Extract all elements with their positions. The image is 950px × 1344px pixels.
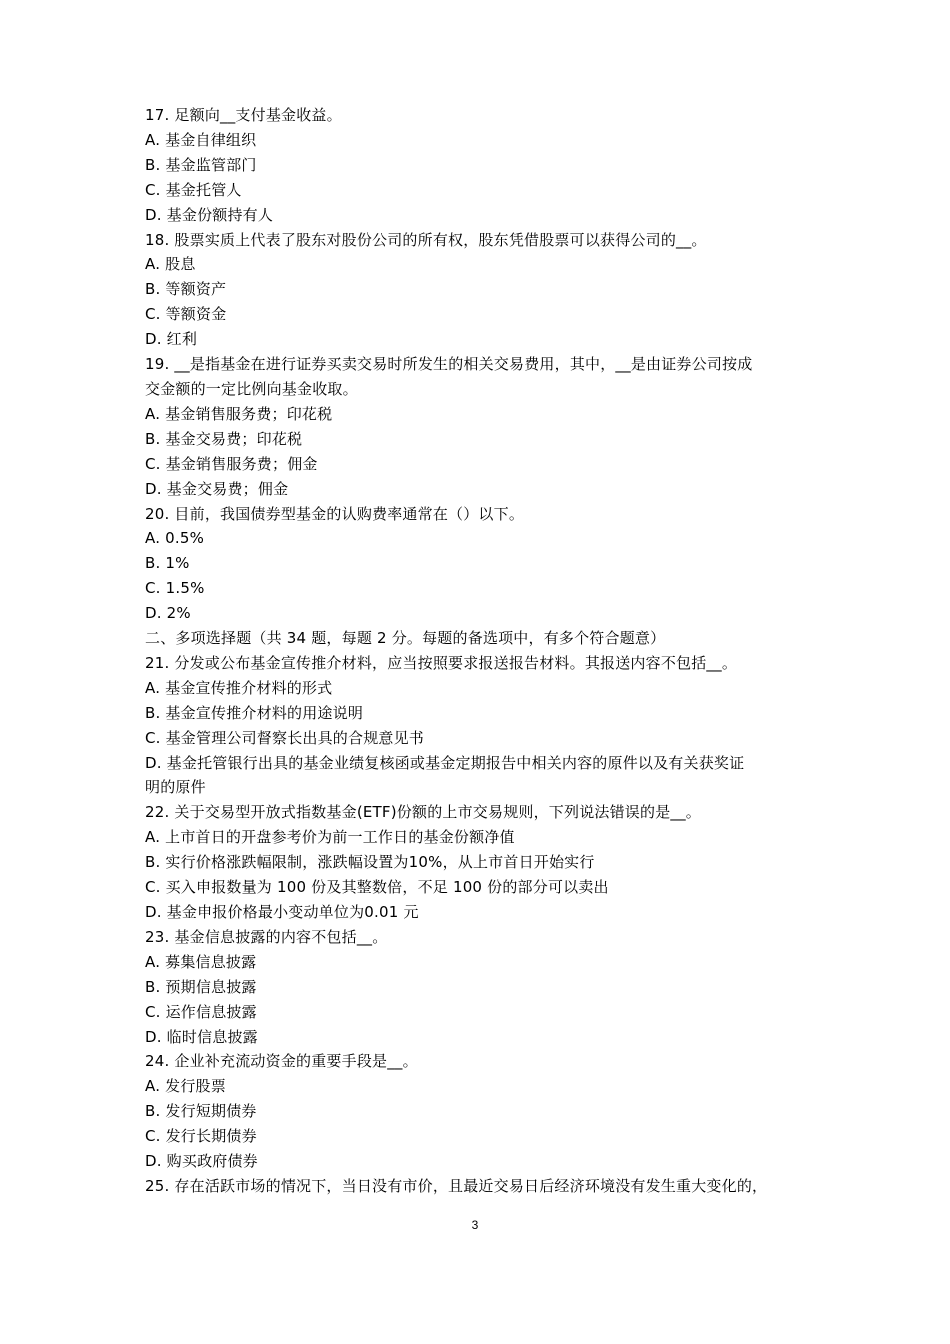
text-line: D. 红利 (145, 330, 198, 349)
text-line: C. 基金销售服务费；佣金 (145, 454, 318, 473)
text-line: B. 预期信息披露 (145, 977, 257, 996)
text-line: B. 基金交易费；印花税 (145, 429, 303, 448)
text-line: C. 发行长期债券 (145, 1127, 257, 1146)
text-line: A. 基金销售服务费；印花税 (145, 404, 333, 423)
text-line: D. 基金托管银行出具的基金业绩复核函或基金定期报告中相关内容的原件以及有关获奖证 (145, 753, 745, 772)
text-line: 24. 企业补充流动资金的重要手段是__。 (145, 1052, 418, 1071)
text-line: 交金额的一定比例向基金收取。 (145, 379, 358, 398)
text-line: D. 2% (145, 604, 191, 623)
text-line: 17. 足额向__支付基金收益。 (145, 106, 342, 124)
text-line: A. 募集信息披露 (145, 952, 257, 971)
text-line: D. 临时信息披露 (145, 1027, 258, 1046)
text-line: 20. 目前，我国债券型基金的认购费率通常在（）以下。 (145, 504, 525, 523)
text-line: B. 发行短期债券 (145, 1102, 257, 1121)
text-line: C. 等额资金 (145, 305, 227, 324)
text-line: B. 1% (145, 554, 190, 573)
text-line: B. 基金监管部门 (145, 155, 257, 174)
text-line: C. 基金管理公司督察长出具的合规意见书 (145, 728, 425, 747)
text-line: A. 发行股票 (145, 1077, 226, 1096)
text-line: C. 1.5% (145, 579, 205, 598)
text-line: A. 上市首日的开盘参考价为前一工作日的基金份额净值 (145, 828, 515, 847)
text-line: C. 基金托管人 (145, 180, 242, 199)
text-line: 19. __是指基金在进行证券买卖交易时所发生的相关交易费用，其中，__是由证券公司按成 (145, 355, 753, 374)
text-line: 21. 分发或公布基金宣传推介材料，应当按照要求报送报告材料。其报送内容不包括__。 (145, 653, 738, 672)
text-line: D. 基金交易费；佣金 (145, 479, 289, 498)
text-line: B. 实行价格涨跌幅限制，涨跌幅设置为10%，从上市首日开始实行 (145, 853, 595, 872)
text-line: A. 股息 (145, 255, 196, 274)
text-line: 22. 关于交易型开放式指数基金(ETF)份额的上市交易规则，下列说法错误的是__。 (145, 803, 701, 822)
text-line: 23. 基金信息披露的内容不包括__。 (145, 927, 388, 946)
text-line: D. 购买政府债券 (145, 1152, 258, 1171)
text-line: 明的原件 (145, 778, 206, 797)
text-line: A. 基金自律组织 (145, 130, 257, 149)
text-line: B. 等额资产 (145, 280, 227, 299)
text-line: A. 基金宣传推介材料的形式 (145, 678, 333, 697)
text-line: C. 运作信息披露 (145, 1002, 257, 1021)
text-line: B. 基金宣传推介材料的用途说明 (145, 703, 364, 722)
text-line: D. 基金申报价格最小变动单位为0.01 元 (145, 903, 419, 921)
text-line: C. 买入申报数量为 100 份及其整数倍，不足 100 份的部分可以卖出 (145, 878, 609, 897)
page-number: 3 (471, 1218, 479, 1232)
text-line: 18. 股票实质上代表了股东对股份公司的所有权，股东凭借股票可以获得公司的__。 (145, 230, 707, 249)
text-line: A. 0.5% (145, 529, 205, 548)
text-line: 25. 存在活跃市场的情况下，当日没有市价，且最近交易日后经济环境没有发生重大变化的， (145, 1176, 768, 1195)
text-line: D. 基金份额持有人 (145, 205, 274, 224)
page-content (145, 103, 815, 1199)
text-line: 二、多项选择题（共 34 题，每题 2 分。每题的备选项中，有多个符合题意） (145, 629, 666, 648)
